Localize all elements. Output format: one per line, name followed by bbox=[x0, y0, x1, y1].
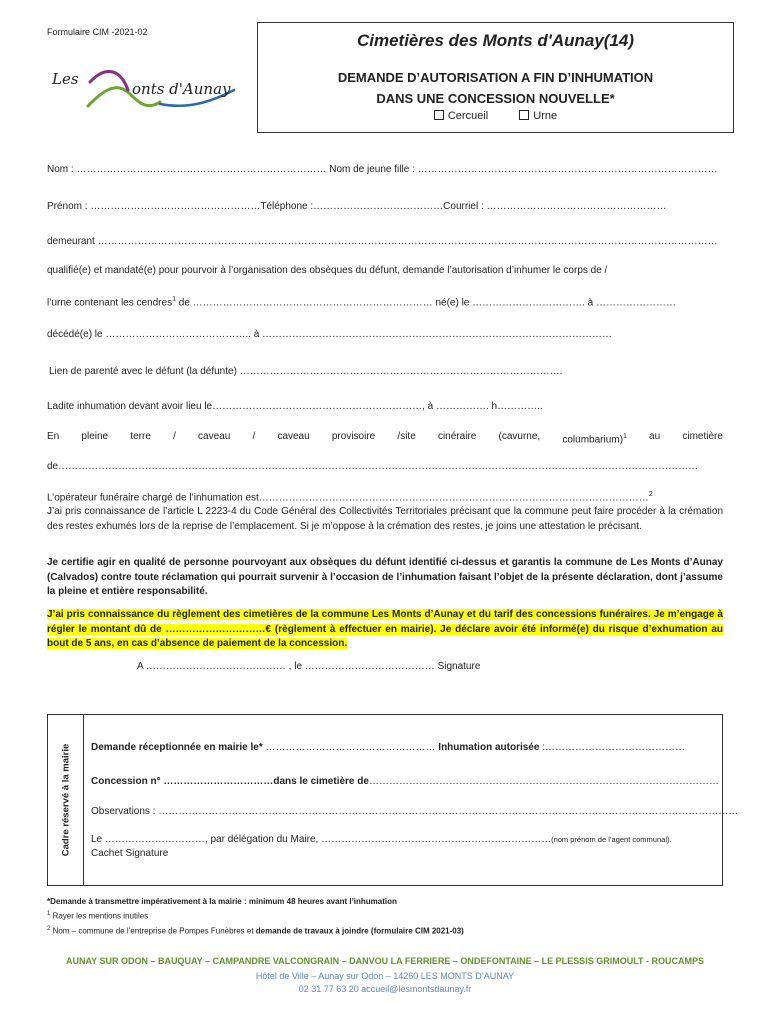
lieu-word: au bbox=[649, 431, 661, 442]
lieu-word: provisoire bbox=[331, 431, 376, 442]
form-subtitle bbox=[258, 67, 733, 109]
autorisee-field[interactable]: :…………………………………… bbox=[539, 742, 685, 753]
lieu-word-columbarium: columbarium) bbox=[562, 434, 623, 446]
text-article: J’ai pris connaissance de l’article L 2223-4 du Code Général des Collectivités Territoriales précisant que la commune peut faire procéder à la crémation des restes exhumés lors de la reprise de l’emplacement. Si je m’oppose à la crémation des restes, je joins une attestation le précisant. bbox=[47, 506, 723, 532]
mairie-delegation[interactable] bbox=[91, 833, 672, 847]
mairie-concession bbox=[91, 775, 719, 789]
option-cercueil[interactable] bbox=[434, 110, 488, 122]
lieu-word: / bbox=[173, 431, 176, 442]
footnote-2-bold: demande de travaux à joindre (formulaire CIM 2021-03) bbox=[255, 926, 464, 936]
field-demeurant[interactable]: demeurant …………………………………………………………………………………………………………………………………………………………………… bbox=[47, 236, 718, 247]
lieu-word: /site bbox=[397, 431, 416, 442]
lieu-word: caveau bbox=[277, 431, 310, 442]
text-lieu bbox=[47, 430, 723, 447]
lieu-word: cimetière bbox=[682, 431, 723, 442]
mairie-side-text: Cadre réservé à la mairie bbox=[60, 743, 71, 857]
footnotes bbox=[47, 896, 464, 937]
mairie-cachet: Cachet Signature bbox=[91, 848, 169, 859]
text-qualifie: qualifié(e) et mandaté(e) pour pourvoir à l’organisation des obsèques du défunt, demande l’autorisation d’inhumer le corps de / bbox=[47, 265, 608, 276]
lieu-word: cinéraire bbox=[437, 431, 477, 442]
concession-label: Concession n° ……………………………dans le cimetière de bbox=[91, 776, 369, 787]
option-cercueil-label: Cercueil bbox=[447, 110, 489, 122]
field-nom[interactable]: Nom : ………………………………………………………………… Nom de jeune fille : ……………………………………………………………………………… bbox=[47, 164, 718, 175]
logo bbox=[50, 60, 240, 115]
demande-field[interactable]: …………………………………………… bbox=[262, 742, 439, 753]
checkbox-icon[interactable] bbox=[434, 110, 444, 120]
footnote-ref: 1 bbox=[172, 296, 176, 303]
field-signature[interactable]: A …………………………………… , le ………………………………… Signature bbox=[137, 661, 481, 672]
lieu-word: caveau bbox=[198, 431, 231, 442]
field-cimetiere[interactable]: de………………………………………………………………………………………………………………………………………………………………………… bbox=[47, 461, 699, 472]
footnote-1 bbox=[47, 908, 464, 923]
lieu-word: (cavurne, bbox=[498, 431, 541, 442]
footer-contact: 02 31 77 63 20 accueil@lesmontsdaunay.fr bbox=[298, 984, 472, 994]
demande-label: Demande réceptionnée en mairie le* bbox=[91, 742, 263, 753]
text-operateur: L’opérateur funéraire chargé de l’inhumation est……………………………………………………………………………………………………… bbox=[47, 492, 649, 504]
footnote-star: *Demande à transmettre impérativement à la mairie : minimum 48 heures avant l’inhumation bbox=[47, 897, 397, 906]
field-defunt[interactable] bbox=[47, 293, 676, 310]
logo-text-monts: onts d'Aunay bbox=[132, 80, 231, 98]
delegation-note: (nom prénom de l’agent communal). bbox=[551, 835, 672, 844]
option-urne-label: Urne bbox=[533, 110, 558, 122]
text-urne: l’urne contenant les cendres bbox=[47, 297, 173, 309]
footer-address: Hôtel de Ville – Aunay sur Odon – 14260 LES MONTS D’AUNAY bbox=[255, 971, 515, 981]
footnote-1-ref: 1 bbox=[47, 911, 51, 917]
logo-graphic bbox=[50, 60, 240, 115]
page-title: Cimetières des Monts d'Aunay(14) bbox=[356, 31, 635, 50]
field-operateur[interactable] bbox=[47, 488, 653, 505]
field-decede[interactable]: décédé(e) le …………………………………….. à …………………………………………………………………………………………… bbox=[47, 329, 613, 340]
text-defunt-fields: de ……………………………………………………………… né(e) le ……………………………. à …………………… bbox=[175, 297, 677, 309]
mairie-side-label bbox=[48, 715, 84, 885]
lieu-word: En bbox=[47, 431, 60, 442]
subtitle-line-1: DEMANDE D’AUTORISATION A FIN D’INHUMATION bbox=[337, 70, 654, 85]
subtitle-line-2: DANS UNE CONCESSION NOUVELLE* bbox=[376, 91, 615, 106]
form-reference: Formulaire CIM -2021-02 bbox=[47, 27, 148, 37]
mairie-box bbox=[47, 714, 739, 886]
footnote-1-text: Rayer les mentions inutiles bbox=[50, 911, 149, 921]
autorisee-label: Inhumation autorisée bbox=[438, 742, 540, 753]
field-lien[interactable]: Lien de parenté avec le défunt (la défunte) ……………………………………………………………………………………. bbox=[49, 366, 563, 377]
option-urne[interactable] bbox=[519, 110, 557, 122]
text-certifie: Je certifie agir en qualité de personne pourvoyant aux obsèques du défunt identifié ci-dessus et garantis la commune de Les Monts d’Aunay (Calvados) contre toute réclamation qui pourrait survenir à l’occasion de l’inhumation faisant l’objet de la présente déclaration, dont j’assume la pleine et entière responsabilité. bbox=[47, 557, 723, 597]
logo-text-les: Les bbox=[52, 70, 79, 88]
text-reglement bbox=[47, 608, 723, 652]
mairie-observations[interactable]: Observations : ………………………………………………………………………………………………………………………………………………………… bbox=[91, 806, 739, 817]
checkbox-icon[interactable] bbox=[519, 110, 529, 120]
mairie-demande bbox=[91, 741, 685, 755]
title-box bbox=[257, 22, 734, 133]
footnote-2-ref: 2 bbox=[47, 925, 51, 932]
delegation-text: Le …………………………, par délégation du Maire, …………………………………………………………… bbox=[91, 834, 552, 845]
lieu-word: terre bbox=[130, 431, 151, 442]
field-ladite[interactable]: Ladite inhumation devant avoir lieu le………………………………………………………, à ……………. h………….. bbox=[47, 401, 543, 412]
footer-communes: AUNAY SUR ODON – BAUQUAY – CAMPANDRE VALCONGRAIN – DANVOU LA FERRIERE – ONDEFONTAINE – LE PLESSIS GRIMOULT - ROUCAMPS bbox=[65, 956, 705, 966]
lieu-word bbox=[562, 430, 626, 447]
footnote-ref: 1 bbox=[622, 433, 627, 440]
footnote-ref: 2 bbox=[648, 491, 653, 498]
type-options bbox=[258, 110, 733, 122]
lieu-word: / bbox=[252, 431, 256, 442]
footnote-2-text: Nom – commune de l’entreprise de Pompes Funèbres et bbox=[50, 926, 256, 936]
text-reglement-highlighted: J’ai pris connaissance du règlement des cimetières de la commune Les Monts d’Aunay et du tarif des concessions funéraires. Je m’engage à régler le montant dû de …………………………€ (règlement à effectuer en mairie). Je déclare avoir été informé(e) du risque d’exhumation au bout de 5 ans, en cas d’absence de paiement de la concession. bbox=[47, 609, 723, 649]
lieu-word: pleine bbox=[81, 431, 109, 442]
field-prenom[interactable]: Prénom : ……………………………………………Téléphone :…………………………………Courriel : ……………………………………………… bbox=[47, 201, 667, 212]
footnote-2 bbox=[47, 923, 464, 938]
concession-field[interactable]: …………………………………………………………………………………………… bbox=[368, 776, 719, 787]
